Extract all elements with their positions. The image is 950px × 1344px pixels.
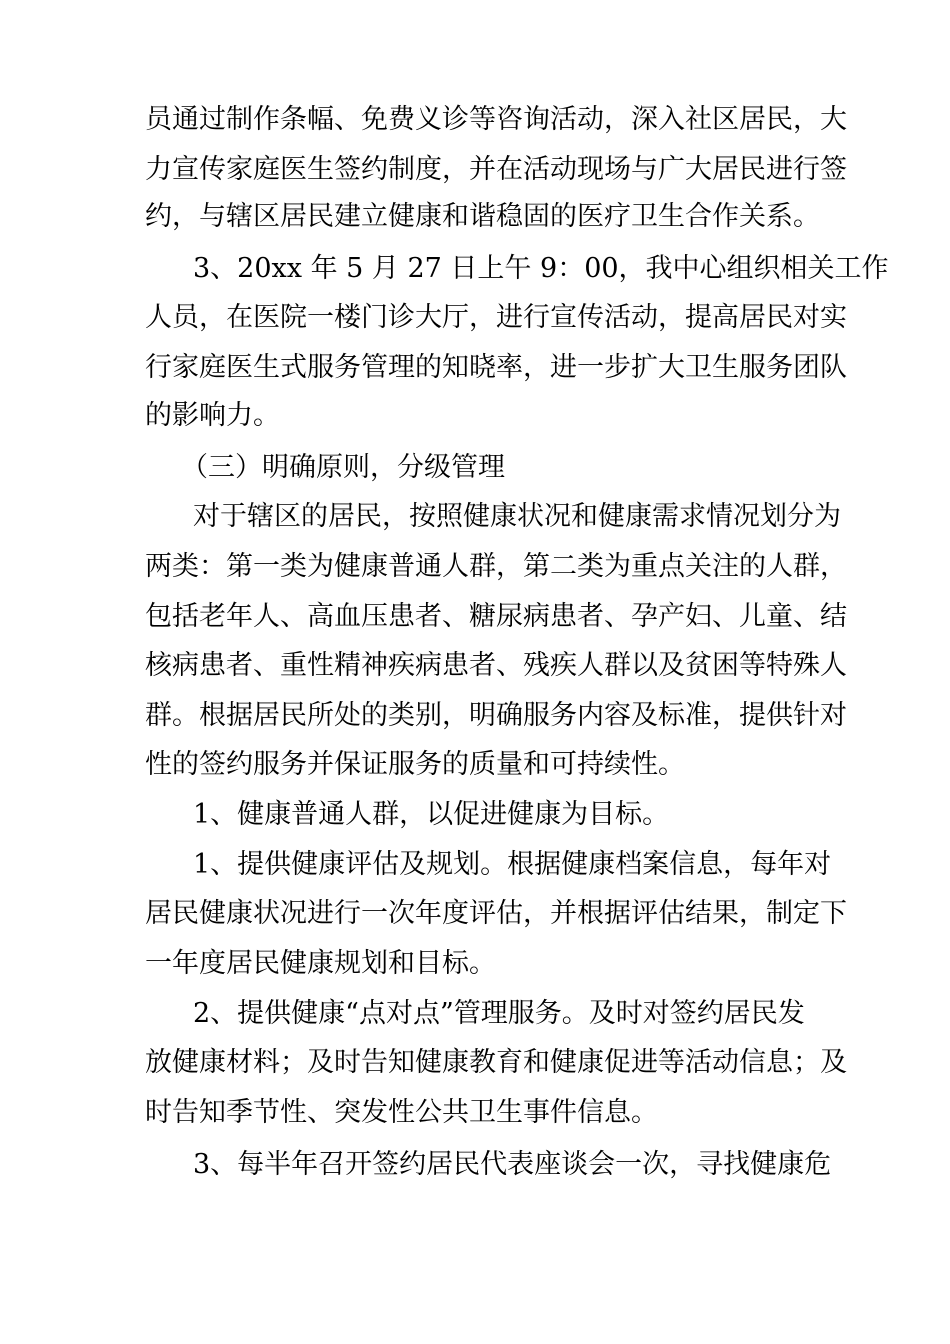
text-line: 力宣传家庭医生签约制度，并在活动现场与广大居民进行签 <box>145 154 847 185</box>
text-line: 时告知季节性、突发性公共卫生事件信息。 <box>145 1097 658 1128</box>
text-line: 一年度居民健康规划和目标。 <box>145 948 496 979</box>
text-line: 人员，在医院一楼门诊大厅，进行宣传活动，提高居民对实 <box>145 302 847 333</box>
text-line: 3、20xx 年 5 月 27 日上午 9：00，我中心组织相关工作 <box>193 253 889 284</box>
section-heading: （三）明确原则，分级管理 <box>181 452 505 483</box>
text-line: 1、提供健康评估及规划。根据健康档案信息，每年对 <box>193 849 832 880</box>
text-line: 包括老年人、高血压患者、糖尿病患者、孕产妇、儿童、结 <box>145 601 847 632</box>
text-line: 3、每半年召开签约居民代表座谈会一次，寻找健康危 <box>193 1149 832 1180</box>
text-line: 性的签约服务并保证服务的质量和可持续性。 <box>145 749 685 780</box>
text-line: 居民健康状况进行一次年度评估，并根据评估结果，制定下 <box>145 898 847 929</box>
text-line: 2、提供健康“点对点”管理服务。及时对签约居民发 <box>193 998 805 1029</box>
text-line: 对于辖区的居民，按照健康状况和健康需求情况划分为 <box>193 501 841 532</box>
text-line: 员通过制作条幅、免费义诊等咨询活动，深入社区居民，大 <box>145 104 847 135</box>
text-line: 的影响力。 <box>145 400 280 431</box>
text-line: 约，与辖区居民建立健康和谐稳固的医疗卫生合作关系。 <box>145 201 820 232</box>
text-line: 1、健康普通人群，以促进健康为目标。 <box>193 799 670 830</box>
text-line: 群。根据居民所处的类别，明确服务内容及标准，提供针对 <box>145 700 847 731</box>
text-line: 两类：第一类为健康普通人群，第二类为重点关注的人群， <box>145 551 847 582</box>
text-line: 核病患者、重性精神疾病患者、残疾人群以及贫困等特殊人 <box>145 650 847 681</box>
text-line: 放健康材料；及时告知健康教育和健康促进等活动信息；及 <box>145 1047 847 1078</box>
text-line: 行家庭医生式服务管理的知晓率，进一步扩大卫生服务团队 <box>145 352 847 383</box>
